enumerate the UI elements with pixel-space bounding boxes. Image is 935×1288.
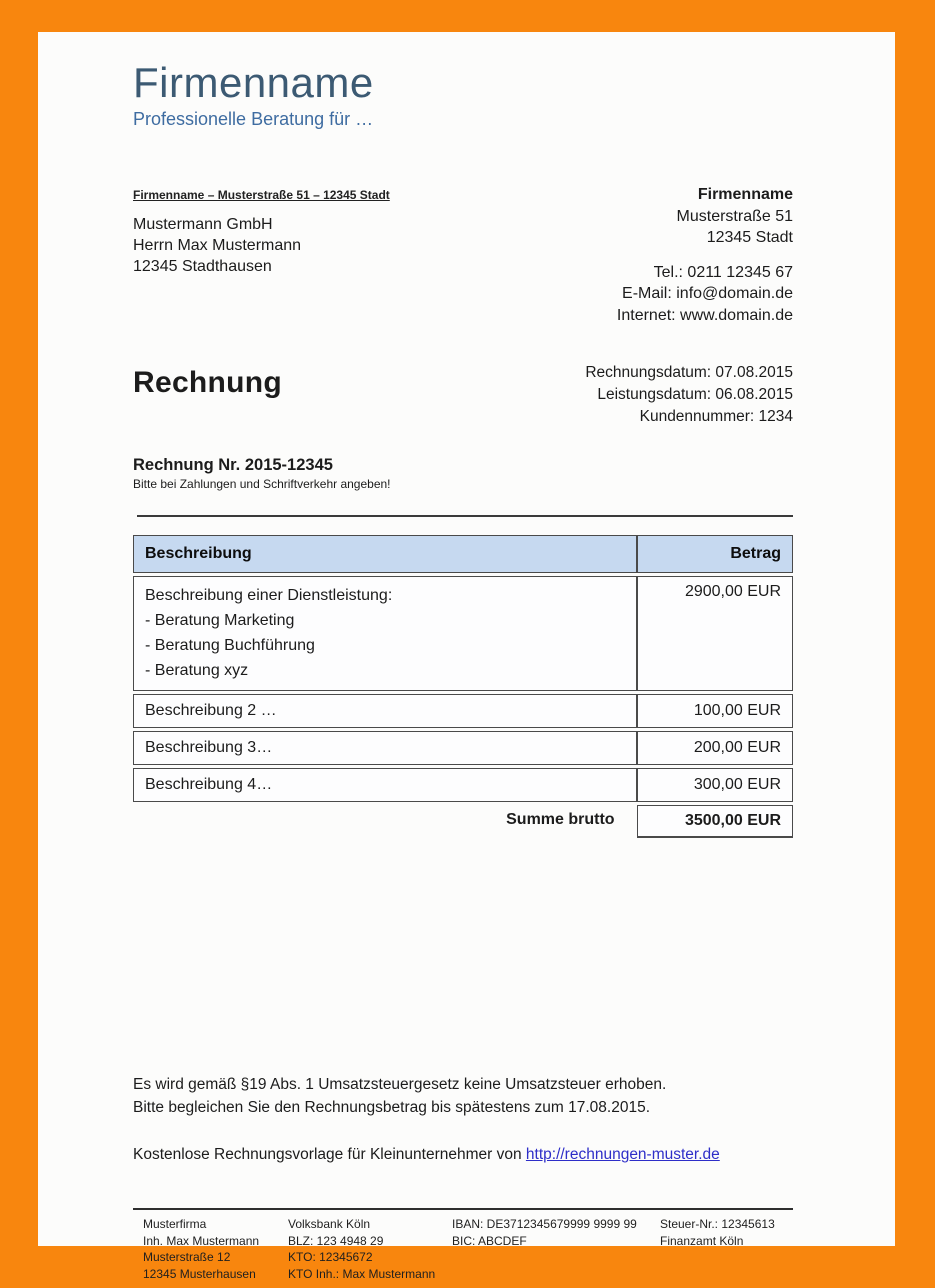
company-phone: Tel.: 0211 12345 67 [653, 263, 793, 281]
company-website: Internet: www.domain.de [616, 306, 793, 324]
item-amount: 300,00 EUR [637, 768, 793, 802]
company-tagline: Professionelle Beratung für … [133, 109, 374, 130]
footer-iban-column: IBAN: DE3712345679999 9999 99 BIC: ABCDEF [452, 1217, 637, 1248]
company-contact [617, 262, 793, 327]
company-email: E-Mail: info@domain.de [622, 285, 793, 303]
invoice-number: Rechnung Nr. 2015-12345 [133, 456, 333, 475]
footer [133, 1208, 793, 1282]
table-row [133, 768, 793, 802]
total-label: Summe brutto [506, 811, 615, 829]
payment-deadline-note: Bitte begleichen Sie den Rechnungsbetrag bis spätestens zum 17.08.2015. [133, 1099, 651, 1117]
invoice-title: Rechnung [133, 366, 283, 400]
invoice-page [38, 32, 895, 1281]
total-row [133, 805, 793, 838]
service-date: Leistungsdatum: 06.08.2015 [597, 386, 793, 404]
table-header-row [133, 535, 793, 573]
invoice-number-note: Bitte bei Zahlungen und Schriftverkehr angeben! [133, 477, 391, 492]
item-amount: 2900,00 EUR [637, 576, 793, 691]
total-amount: 3500,00 EUR [637, 805, 793, 838]
footer-tax-column: Steuer-Nr.: 12345613 Finanzamt Köln [660, 1217, 775, 1248]
item-amount: 100,00 EUR [637, 694, 793, 728]
item-amount: 200,00 EUR [637, 731, 793, 765]
template-promo-line [133, 1143, 793, 1166]
invoice-meta-block [585, 362, 793, 428]
letterhead [133, 60, 793, 130]
separator-line [137, 515, 793, 517]
item-description: Beschreibung einer Dienstleistung: - Beratung Marketing - Beratung Buchführung - Beratung xyz [133, 576, 637, 691]
table-row [133, 731, 793, 765]
invoice-date: Rechnungsdatum: 07.08.2015 [585, 364, 793, 382]
item-description: Beschreibung 3… [133, 731, 637, 765]
column-header-description: Beschreibung [133, 535, 637, 573]
company-city: 12345 Stadt [706, 229, 793, 247]
company-name: Firmenname [697, 186, 793, 204]
invoice-number-block [133, 456, 793, 491]
column-header-amount: Betrag [637, 535, 793, 573]
address-section [133, 188, 793, 326]
recipient-line: Mustermann GmbH [133, 216, 273, 234]
template-link[interactable]: http://rechnungen-muster.de [525, 1146, 720, 1164]
recipient-address [133, 214, 390, 277]
company-logo-text: Firmenname [133, 59, 374, 106]
footer-bank-column: Volksbank Köln BLZ: 123 4948 29 KTO: 12345672 KTO Inh.: Max Mustermann [288, 1217, 436, 1281]
item-description: Beschreibung 4… [133, 768, 637, 802]
footer-company-column: Musterfirma Inh. Max Mustermann Musterstraße 12 12345 Musterhausen [143, 1217, 260, 1281]
sender-return-line: Firmenname – Musterstraße 51 – 12345 Stadt [133, 188, 390, 203]
recipient-block [133, 188, 390, 326]
recipient-line: 12345 Stadthausen [133, 258, 272, 276]
table-row [133, 576, 793, 691]
notes-section [133, 1073, 793, 1166]
invoice-title-section [133, 366, 793, 428]
promo-text: Kostenlose Rechnungsvorlage für Kleinunternehmer von [133, 1146, 526, 1164]
customer-number: Kundennummer: 1234 [639, 408, 793, 426]
line-items-table [133, 532, 793, 841]
recipient-line: Herrn Max Mustermann [133, 237, 302, 255]
table-row [133, 694, 793, 728]
company-street: Musterstraße 51 [676, 207, 793, 225]
company-address-block [617, 184, 793, 326]
item-description: Beschreibung 2 … [133, 694, 637, 728]
tax-note: Es wird gemäß §19 Abs. 1 Umsatzsteuergesetz keine Umsatzsteuer erhoben. [133, 1076, 667, 1094]
